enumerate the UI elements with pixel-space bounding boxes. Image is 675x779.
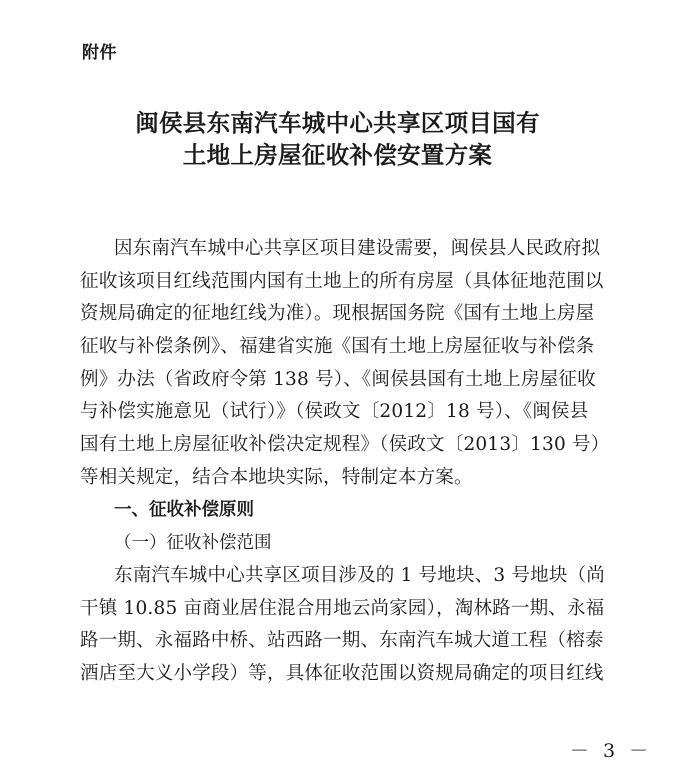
document-title-line-1: 闽侯县东南汽车城中心共享区项目国有 xyxy=(135,109,540,137)
section-heading: 一、征收补偿原则 xyxy=(114,500,254,520)
attachment-label: 附件 xyxy=(82,43,117,63)
paragraph-line: 资规局确定的征地红线为准）。现根据国务院《国有土地上房屋 xyxy=(80,303,595,324)
paragraph-line: 干镇 10.85 亩商业居住混合用地云尚家园），淘林路一期、永福 xyxy=(80,598,605,619)
paragraph-line: 国有土地上房屋征收补偿决定规程》（侯政文〔2013〕130 号） xyxy=(80,434,610,455)
page-number: － 3 － xyxy=(570,740,653,762)
paragraph-line: 东南汽车城中心共享区项目涉及的 1 号地块、3 号地块（尚 xyxy=(114,565,605,586)
paragraph-line: 例》办法（省政府令第 138 号）、《闽侯县国有土地上房屋征收 xyxy=(80,369,596,390)
paragraph-line: 路一期、永福路中桥、站西路一期、东南汽车城大道工程（榕泰 xyxy=(80,630,604,651)
subsection-heading: （一）征收补偿范围 xyxy=(114,533,272,553)
paragraph-line: 酒店至大义小学段）等，具体征收范围以资规局确定的项目红线 xyxy=(80,663,604,684)
paragraph-line: 等相关规定，结合本地块实际，特制定本方案。 xyxy=(80,467,473,488)
paragraph-line: 征收与补偿条例》、福建省实施《国有土地上房屋征收与补偿条 xyxy=(80,336,595,357)
document-title-line-2: 土地上房屋征收补偿安置方案 xyxy=(182,141,493,169)
paragraph-line: 与补偿实施意见（试行）》（侯政文〔2012〕18 号）、《闽侯县 xyxy=(80,401,589,422)
paragraph-line: 征收该项目红线范围内国有土地上的所有房屋（具体征地范围以 xyxy=(80,271,604,292)
paragraph-line: 因东南汽车城中心共享区项目建设需要，闽侯县人民政府拟 xyxy=(114,238,601,259)
